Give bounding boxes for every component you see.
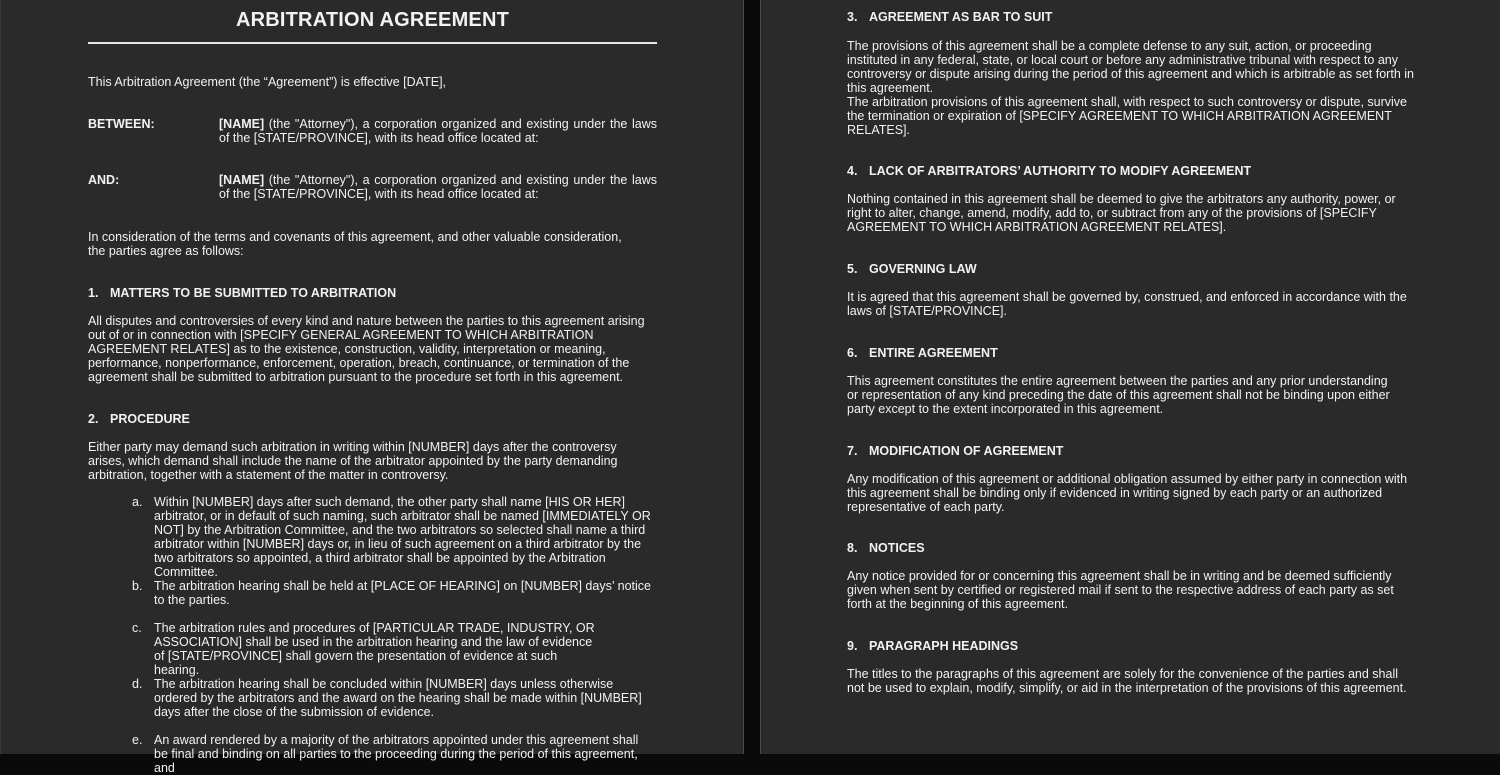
section-2-body: Either party may demand such arbitration in writing within [NUMBER] days after the controversy arises, which demand shall include the name of the arbitrator appointed by the party demanding arbitration, together with a statement of the matter in controversy. (88, 440, 618, 482)
section-2-item-c-letter: c. (132, 621, 142, 635)
section-2-heading (88, 412, 190, 426)
title-underline (88, 42, 657, 44)
section-7-body: Any modification of this agreement or additional obligation assumed by either party in connection with this agreement shall be binding only if evidenced in writing signed by each party or an authorized representative of each party. (847, 472, 1408, 514)
section-5-body: It is agreed that this agreement shall be governed by, construed, and enforced in accordance with the laws of [STATE/PROVINCE]. (847, 290, 1407, 318)
and-party-name: [NAME] (219, 173, 265, 187)
and-party-text (219, 173, 657, 201)
section-6-number: 6. (847, 346, 858, 360)
section-2-item-b-letter: b. (132, 579, 143, 593)
section-3-paragraph-1: The provisions of this agreement shall be a complete defense to any suit, action, or proceeding instituted in any federal, state, or local court or before any administrative tribunal with respect to any controversy or dispute arising during the period of this agreement and which is arbitrable as set forth in this agreement. (847, 39, 1414, 95)
section-1-number: 1. (88, 286, 99, 300)
section-2-item-e-letter: e. (132, 733, 143, 747)
section-5-heading (847, 262, 977, 276)
section-8-heading (847, 541, 925, 555)
section-2-item-e-text: An award rendered by a majority of the arbitrators appointed under this agreement shall be final and binding on all parties to the proceeding during the period of this agreement, and (154, 733, 639, 775)
section-8-title: NOTICES (869, 541, 925, 555)
section-6-heading (847, 346, 998, 360)
between-label: BETWEEN: (88, 117, 155, 131)
section-4-body: Nothing contained in this agreement shall be deemed to give the arbitrators any authority, power, or right to alter, change, amend, modify, add to, or subtract from any of the provisions of [SPECIFY AGREEMENT TO WHICH ARBITRATION AGREEMENT RELATES]. (847, 192, 1396, 234)
consideration-paragraph: In consideration of the terms and covenants of this agreement, and other valuable consideration, the parties agree as follows: (88, 230, 622, 258)
section-5-title: GOVERNING LAW (869, 262, 977, 276)
section-4-number: 4. (847, 164, 858, 178)
section-1-title: MATTERS TO BE SUBMITTED TO ARBITRATION (110, 286, 397, 300)
and-label: AND: (88, 173, 120, 187)
section-7-heading (847, 444, 1063, 458)
section-9-body: The titles to the paragraphs of this agreement are solely for the convenience of the parties and shall not be used to explain, modify, simplify, or aid in the interpretation of the provisions of this agreement. (847, 667, 1407, 695)
intro-paragraph: This Arbitration Agreement (the “Agreement”) is effective [DATE], (88, 75, 447, 89)
section-6-body: This agreement constitutes the entire agreement between the parties and any prior understanding or representation of any kind preceding the date of this agreement shall not be binding upon either party except to the extent incorporated in this agreement. (847, 374, 1390, 416)
section-2-item-d-letter: d. (132, 677, 143, 691)
section-2-item-b-text: The arbitration hearing shall be held at [PLACE OF HEARING] on [NUMBER] days’ notice to the parties. (154, 579, 651, 607)
section-6-title: ENTIRE AGREEMENT (869, 346, 998, 360)
section-3-heading (847, 10, 1052, 24)
section-1-body: All disputes and controversies of every kind and nature between the parties to this agreement arising out of or in connection with [SPECIFY GENERAL AGREEMENT TO WHICH ARBITRATION AGREEMENT RELATES] as to the existence, construction, validity, interpretation or meaning, performance, nonperformance, enforcement, operation, breach, continuance, or termination of the agreement shall be submitted to arbitration pursuant to the procedure set forth in this agreement. (88, 314, 645, 384)
section-9-number: 9. (847, 639, 858, 653)
section-2-item-a-letter: a. (132, 495, 143, 509)
section-8-body: Any notice provided for or concerning this agreement shall be in writing and be deemed sufficiently given when sent by certified or registered mail if sent to the respective address of each party as set forth at the beginning of this agreement. (847, 569, 1394, 611)
section-1-heading (88, 286, 396, 300)
section-2-title: PROCEDURE (110, 412, 190, 426)
section-4-heading (847, 164, 1251, 178)
section-8-number: 8. (847, 541, 858, 555)
between-party-name: [NAME] (219, 117, 265, 131)
section-7-number: 7. (847, 444, 858, 458)
between-party-text (219, 117, 657, 145)
section-2-item-d-text: The arbitration hearing shall be concluded within [NUMBER] days unless otherwise ordered by the arbitrators and the award on the hearing shall be made within [NUMBER] days after the close of the submission of evidence. (154, 677, 642, 719)
and-party-description: (the "Attorney"), a corporation organized and existing under the laws of the [STATE/PROVINCE], with its head office located at: (219, 173, 657, 201)
section-3-paragraph-2: The arbitration provisions of this agreement shall, with respect to such controversy or dispute, survive the termination or expiration of [SPECIFY AGREEMENT TO WHICH ARBITRATION AGREEMENT RELATES]. (847, 95, 1407, 137)
section-2-item-c-text: The arbitration rules and procedures of [PARTICULAR TRADE, INDUSTRY, OR ASSOCIATION] shall be used in the arbitration hearing and the law of evidence of [STATE/PROVINCE] shall govern the presentation of evidence at such hearing. (154, 621, 595, 677)
between-party-description: (the "Attorney"), a corporation organized and existing under the laws of the [STATE/PROVINCE], with its head office located at: (219, 117, 657, 145)
section-4-title: LACK OF ARBITRATORS’ AUTHORITY TO MODIFY AGREEMENT (869, 164, 1252, 178)
section-2-item-a-text: Within [NUMBER] days after such demand, the other party shall name [HIS OR HER] arbitrator, or in default of such naming, such arbitrator shall be named [IMMEDIATELY OR NOT] by the Arbitration Committee, and the two arbitrators so selected shall name a third arbitrator within [NUMBER] days or, in lieu of such agreement on a third arbitrator by the two arbitrators so appointed, a third arbitrator shall be appointed by the Arbitration Committee. (154, 495, 651, 579)
section-2-number: 2. (88, 412, 99, 426)
section-3-number: 3. (847, 10, 858, 24)
section-9-title: PARAGRAPH HEADINGS (869, 639, 1019, 653)
section-3-title: AGREEMENT AS BAR TO SUIT (869, 10, 1053, 24)
document-title: ARBITRATION AGREEMENT (235, 9, 510, 31)
section-5-number: 5. (847, 262, 858, 276)
section-7-title: MODIFICATION OF AGREEMENT (869, 444, 1064, 458)
section-9-heading (847, 639, 1018, 653)
